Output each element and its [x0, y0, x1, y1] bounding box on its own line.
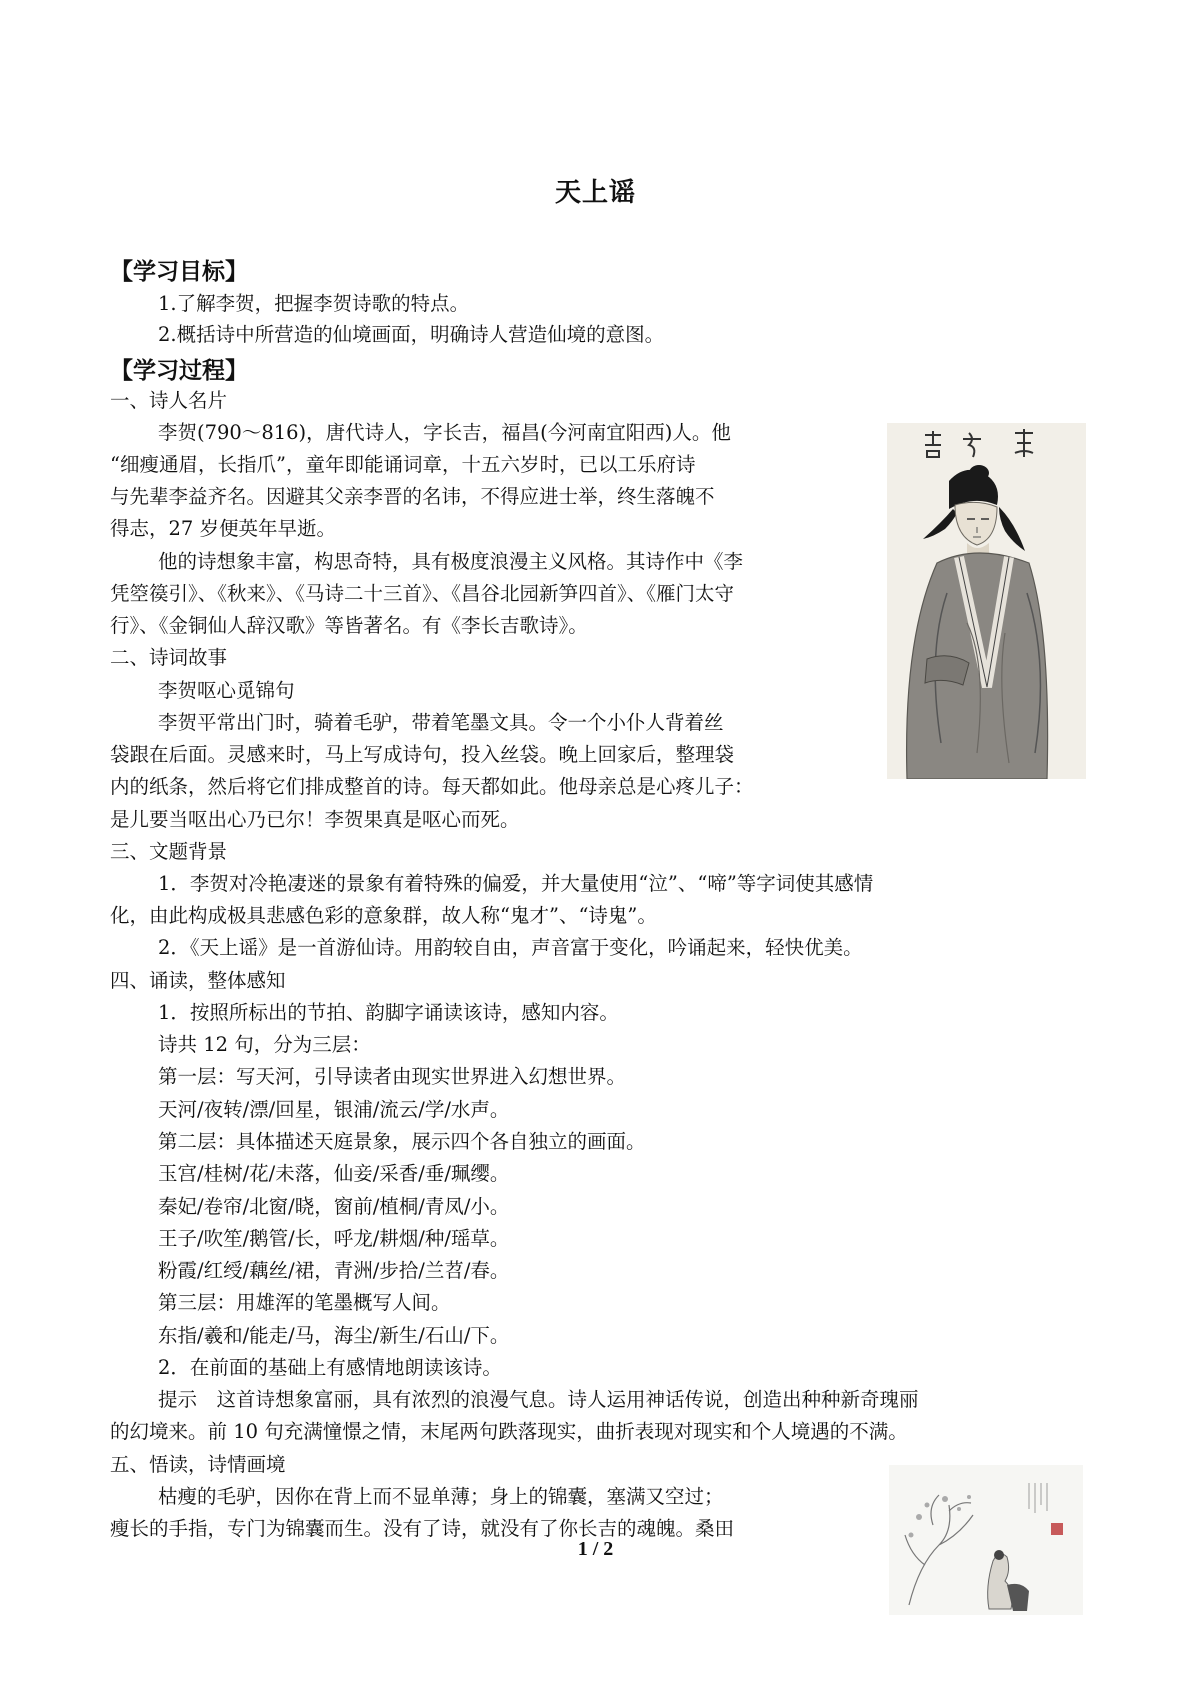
page-number: 1 / 2: [577, 1538, 614, 1560]
goal-item-2: 2.概括诗中所营造的仙境画面，明确诗人营造仙境的意图。: [158, 323, 665, 346]
bio-line: 行》、《金铜仙人辞汉歌》等皆著名。有《李长吉歌诗》。: [110, 614, 588, 637]
subheading-background: 三、文题背景: [110, 840, 228, 863]
reading-line: 第三层：用雄浑的笔墨概写人间。: [158, 1291, 451, 1314]
story-line: 袋跟在后面。灵感来时，马上写成诗句，投入丝袋。晚上回家后，整理袋: [110, 743, 735, 766]
li-he-portrait-image: [887, 423, 1086, 779]
poem-line: 粉霞/红绶/藕丝/裙，青洲/步拾/兰苕/春。: [158, 1259, 510, 1282]
page-title: 天上谣: [554, 178, 636, 208]
story-title: 李贺呕心觅锦句: [158, 679, 295, 702]
poem-line: 秦妃/卷帘/北窗/晓，窗前/植桐/青凤/小。: [158, 1195, 510, 1218]
bio-line: 得志，27 岁便英年早逝。: [110, 517, 337, 540]
poem-line: 东指/羲和/能走/马，海尘/新生/石山/下。: [158, 1324, 510, 1347]
reading-line: 第二层：具体描述天庭景象，展示四个各自独立的画面。: [158, 1130, 646, 1153]
bio-line: “细瘦通眉，长指爪”，童年即能诵词章，十五六岁时，已以工乐府诗: [110, 453, 696, 476]
reading-line: 2．在前面的基础上有感情地朗读该诗。: [158, 1356, 502, 1379]
section-heading-process: 【学习过程】: [110, 358, 248, 384]
reading-line: 第一层：写天河，引导读者由现实世界进入幻想世界。: [158, 1065, 627, 1088]
subheading-reading: 四、诵读，整体感知: [110, 969, 286, 992]
reading-line: 1．按照所标出的节拍、韵脚字诵读该诗，感知内容。: [158, 1001, 619, 1024]
appreciation-line: 瘦长的手指，专门为锦囊而生。没有了诗，就没有了你长吉的魂魄。桑田: [110, 1517, 735, 1540]
subheading-poet-card: 一、诗人名片: [110, 389, 228, 412]
bio-line: 他的诗想象丰富，构思奇特，具有极度浪漫主义风格。其诗作中《李: [158, 550, 744, 573]
bio-line: 李贺(790～816)，唐代诗人，字长吉，福昌(今河南宜阳西)人。他: [158, 421, 731, 444]
hint-line: 的幻境来。前 10 句充满憧憬之情，末尾两句跌落现实，曲折表现对现实和个人境遇的不满。: [110, 1420, 908, 1443]
hint-line: 提示 这首诗想象富丽，具有浓烈的浪漫气息。诗人运用神话传说，创造出种种新奇瑰丽: [158, 1388, 919, 1411]
bio-line: 凭箜篌引》、《秋来》、《马诗二十三首》、《昌谷北园新笋四首》、《雁门太守: [110, 582, 735, 605]
goal-item-1: 1.了解李贺，把握李贺诗歌的特点。: [158, 292, 470, 315]
poem-line: 王子/吹笙/鹅管/长，呼龙/耕烟/种/瑶草。: [158, 1227, 510, 1250]
poem-line: 天河/夜转/漂/回星，银浦/流云/学/水声。: [158, 1098, 510, 1121]
subheading-poem-story: 二、诗词故事: [110, 646, 228, 669]
story-line: 是儿要当呕出心乃已尔！李贺果真是呕心而死。: [110, 808, 520, 831]
background-line: 化，由此构成极具悲感色彩的意象群，故人称“鬼才”、“诗鬼”。: [110, 904, 657, 927]
reading-line: 诗共 12 句，分为三层：: [158, 1033, 371, 1056]
subheading-appreciation: 五、悟读，诗情画境: [110, 1453, 286, 1476]
section-heading-goals: 【学习目标】: [110, 259, 248, 285]
bio-line: 与先辈李益齐名。因避其父亲李晋的名讳，不得应进士举，终生落魄不: [110, 485, 715, 508]
poem-line: 玉宫/桂树/花/未落，仙妾/采香/垂/珮缨。: [158, 1162, 510, 1185]
story-line: 李贺平常出门时，骑着毛驴，带着笔墨文具。令一个小仆人背着丝: [158, 711, 724, 734]
background-line: 2．《天上谣》是一首游仙诗。用韵较自由，声音富于变化，吟诵起来，轻快优美。: [158, 936, 863, 959]
story-line: 内的纸条，然后将它们排成整首的诗。每天都如此。他母亲总是心疼儿子：: [110, 775, 754, 798]
background-line: 1．李贺对冷艳凄迷的景象有着特殊的偏爱，并大量使用“泣”、“啼”等字词使其感情: [158, 872, 874, 895]
appreciation-line: 枯瘦的毛驴，因你在背上而不显单薄；身上的锦囊，塞满又空过；: [158, 1485, 724, 1508]
